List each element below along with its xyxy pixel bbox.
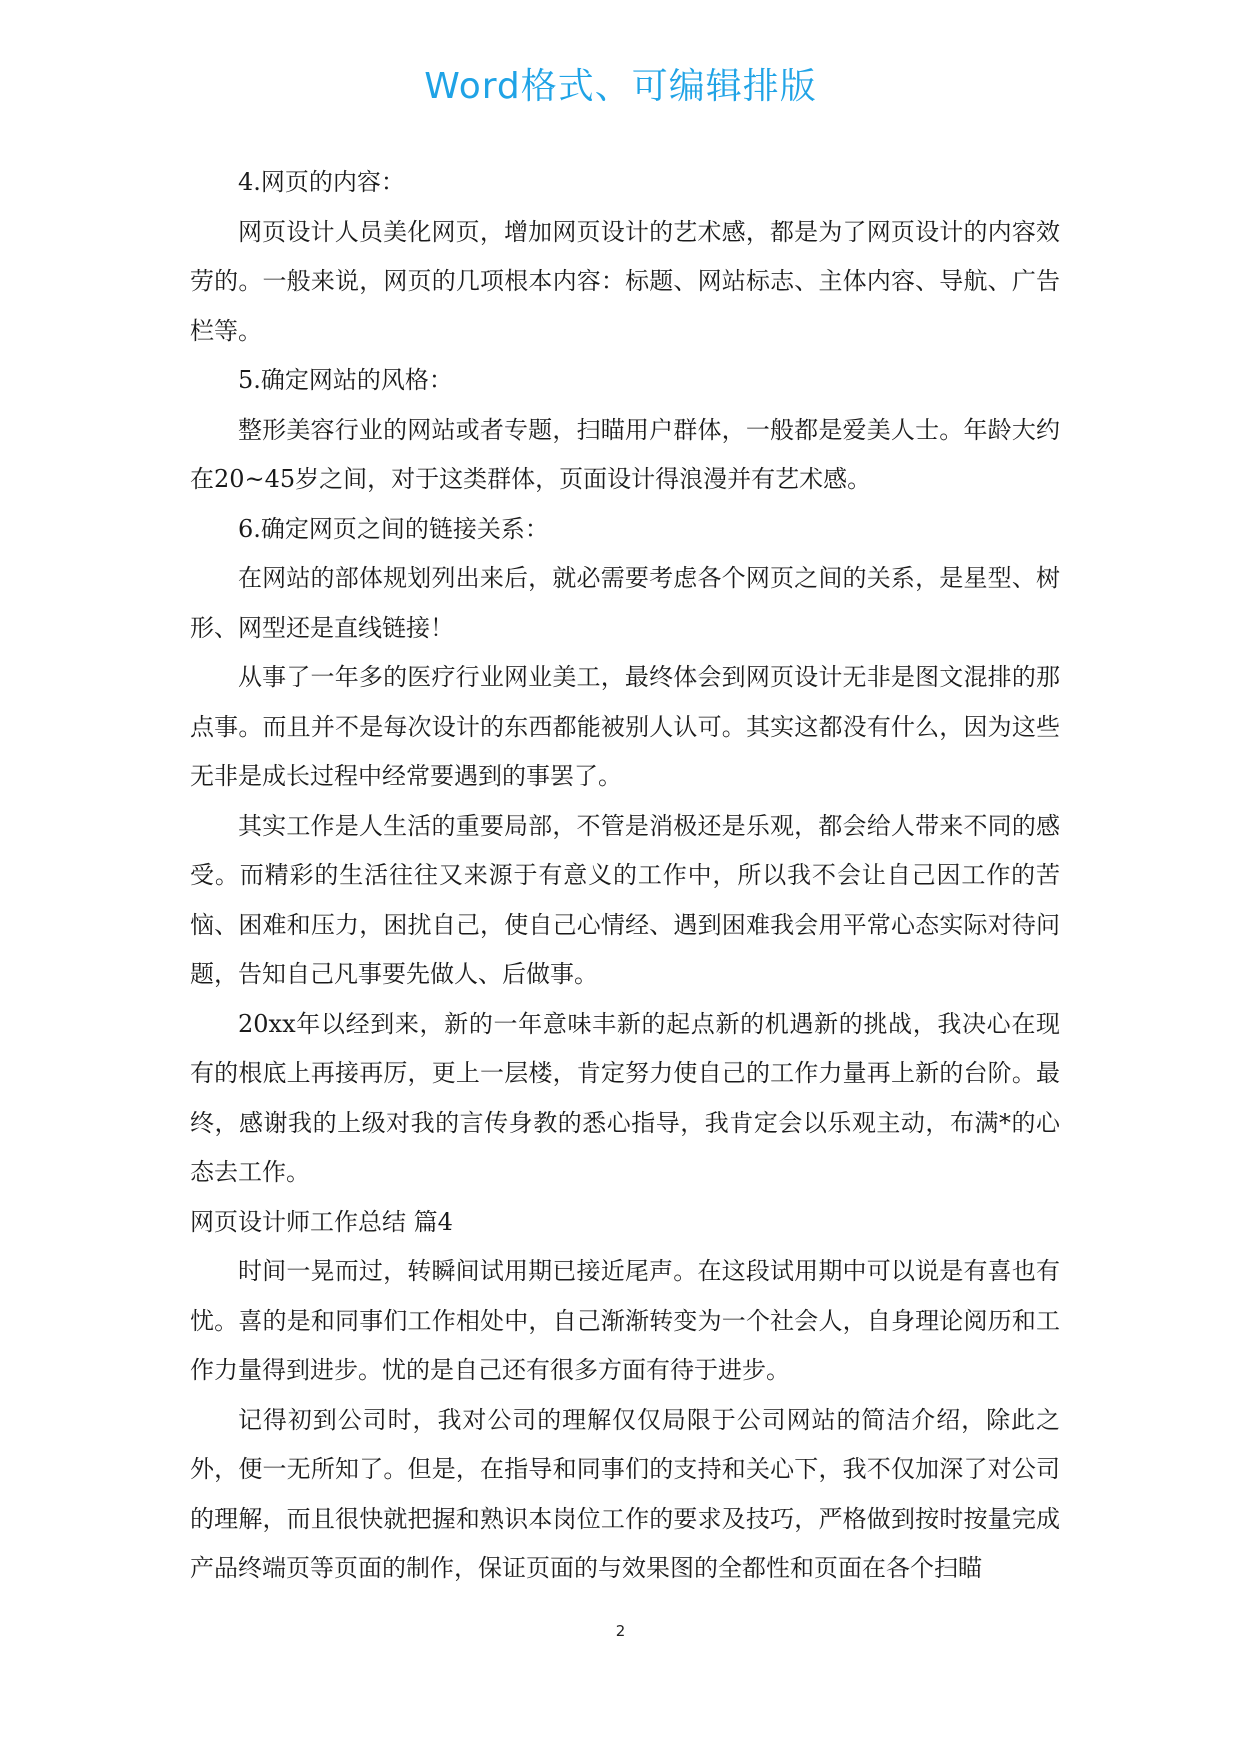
paragraph-style-heading: 5.确定网站的风格： xyxy=(238,366,453,394)
document-body xyxy=(190,158,1060,1594)
page-number: 2 xyxy=(615,1622,626,1640)
paragraph-content-heading: 4.网页的内容： xyxy=(238,168,405,196)
document-header-title: Word格式、可编辑排版 xyxy=(424,66,817,107)
paragraph: 20xx年以经到来，新的一年意味丰新的起点新的机遇新的挑战，我决心在现有的根底上再接再厉，更上一层楼，肯定努力使自己的工作力量再上新的台阶。最终，感谢我的上级对我的言传身教的悉心指导，我肯定会以乐观主动，布满*的心态去工作。 xyxy=(190,1009,1060,1186)
paragraph: 整形美容行业的网站或者专题，扫瞄用户群体，一般都是爱美人士。年龄大约在20~45岁之间，对于这类群体，页面设计得浪漫并有艺术感。 xyxy=(190,415,1060,493)
paragraph: 在网站的部体规划列出来后，就必需要考虑各个网页之间的关系，是星型、树形、网型还是直线链接！ xyxy=(190,564,1060,642)
section-heading: 网页设计师工作总结 篇4 xyxy=(190,1207,453,1236)
paragraph: 时间一晃而过，转瞬间试用期已接近尾声。在这段试用期中可以说是有喜也有忧。喜的是和同事们工作相处中，自己渐渐转变为一个社会人，自身理论阅历和工作力量得到进步。忧的是自己还有很多方面有待于进步。 xyxy=(190,1257,1060,1384)
paragraph: 网页设计人员美化网页，增加网页设计的艺术感，都是为了网页设计的内容效劳的。一般来说，网页的几项根本内容：标题、网站标志、主体内容、导航、广告栏等。 xyxy=(190,217,1060,345)
paragraph: 从事了一年多的医疗行业网业美工，最终体会到网页设计无非是图文混排的那点事。而且并不是每次设计的东西都能被别人认可。其实这都没有什么，因为这些无非是成长过程中经常要遇到的事罢了。 xyxy=(190,663,1060,790)
paragraph-links-heading: 6.确定网页之间的链接关系： xyxy=(238,514,549,543)
paragraph: 其实工作是人生活的重要局部，不管是消极还是乐观，都会给人带来不同的感受。而精彩的生活往往又来源于有意义的工作中，所以我不会让自己因工作的苦恼、困难和压力，困扰自己，使自己心情经、遇到困难我会用平常心态实际对待问题，告知自己凡事要先做人、后做事。 xyxy=(190,811,1060,988)
paragraph: 记得初到公司时，我对公司的理解仅仅局限于公司网站的简洁介绍，除此之外，便一无所知了。但是，在指导和同事们的支持和关心下，我不仅加深了对公司的理解，而且很快就把握和熟识本岗位工作的要求及技巧，严格做到按时按量完成产品终端页等页面的制作，保证页面的与效果图的全都性和页面在各个扫瞄 xyxy=(190,1405,1060,1582)
